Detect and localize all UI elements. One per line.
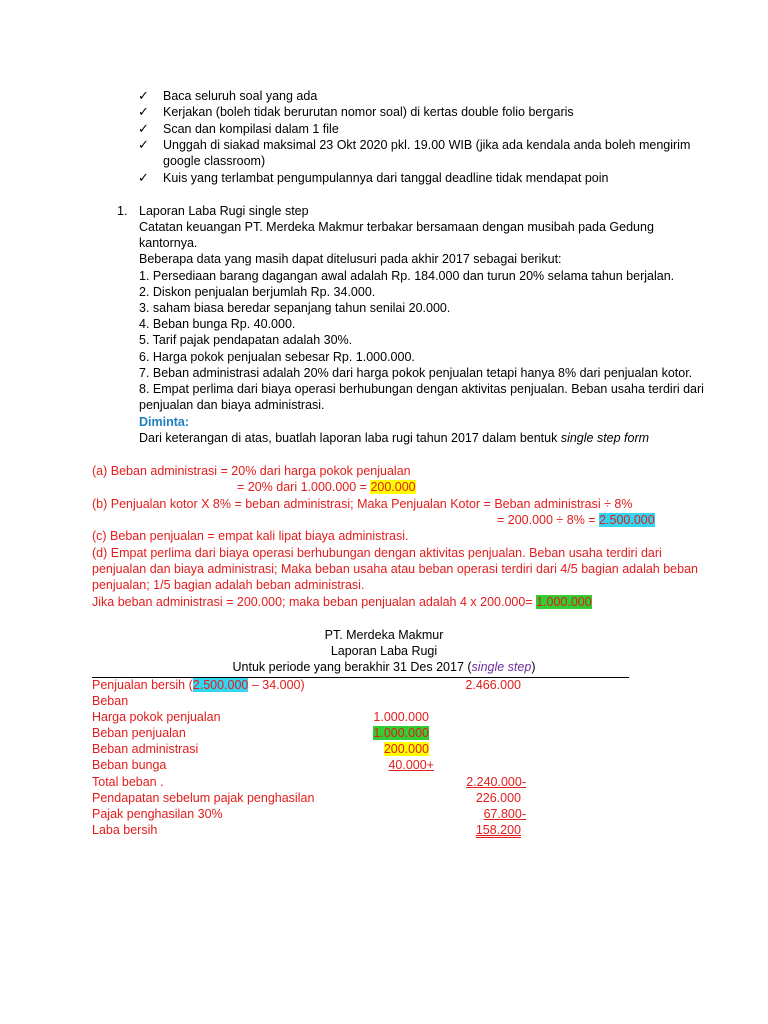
data-item: 5. Tarif pajak pendapatan adalah 30%. — [139, 333, 353, 347]
pretax-income-label: Pendapatan sebelum pajak penghasilan — [92, 791, 315, 805]
total-expense-value: 2.240.000- — [466, 775, 526, 789]
checkmark-icon: ✓ — [138, 104, 149, 119]
net-income-label: Laba bersih — [92, 823, 158, 837]
admin-expense-amount: 200.000 — [383, 742, 429, 756]
interest-expense-label: Beban bunga — [92, 758, 167, 772]
pretax-income-value: 226.000 — [475, 791, 521, 805]
checkmark-icon: ✓ — [138, 137, 149, 152]
income-tax-label: Pajak penghasilan 30% — [92, 807, 223, 821]
selling-expense-label: Beban penjualan — [92, 726, 186, 740]
sales-value: 2.466.000 — [465, 678, 521, 692]
selling-expense-amount: 1.000.000 — [373, 726, 429, 740]
diminta-text-italic: single step form — [560, 431, 650, 445]
instruction-item: Scan dan kompilasi dalam 1 file — [163, 122, 339, 136]
answer-a-line1: (a) Beban administrasi = 20% dari harga pokok penjualan — [92, 464, 411, 478]
admin-expense-value — [340, 741, 429, 757]
answer-c-line1: (c) Beban penjualan = empat kali lipat biaya administrasi. — [92, 529, 409, 543]
total-expense-label: Total beban . — [92, 775, 164, 789]
answer-d-line4 — [92, 594, 592, 610]
instruction-item: Kerjakan (boleh tidak berurutan nomor soal) di kertas double folio bergaris — [163, 105, 574, 119]
data-item: 4. Beban bunga Rp. 40.000. — [139, 317, 296, 331]
instruction-item: Unggah di siakad maksimal 23 Okt 2020 pkl. 19.00 WIB (jika ada kendala anda boleh mengirim — [163, 138, 691, 152]
checkmark-icon: ✓ — [138, 121, 149, 136]
answer-b-result: 2.500.000 — [599, 513, 655, 527]
question-title: Laporan Laba Rugi single step — [139, 204, 309, 218]
instruction-item: Baca seluruh soal yang ada — [163, 89, 318, 103]
data-item: 7. Beban administrasi adalah 20% dari harga pokok penjualan tetapi hanya 8% dari penjualan kotor. — [139, 366, 693, 380]
data-item: penjualan dan biaya administrasi. — [139, 398, 325, 412]
answer-b-line2 — [497, 512, 655, 528]
answer-a-formula: = 20% dari 1.000.000 = — [237, 480, 371, 494]
answer-a-line2 — [237, 479, 416, 495]
diminta-text-main: Dari keterangan di atas, buatlah laporan laba rugi tahun 2017 dalam bentuk — [139, 431, 561, 445]
question-number: 1. — [117, 204, 128, 218]
expense-heading: Beban — [92, 694, 129, 708]
answer-a-result: 200.000 — [370, 480, 416, 494]
question-intro: kantornya. — [139, 236, 198, 250]
sales-label-text: Penjualan bersih ( — [92, 678, 193, 692]
instruction-item: Kuis yang terlambat pengumpulannya dari tanggal deadline tidak mendapat poin — [163, 171, 609, 185]
hpp-label: Harga pokok penjualan — [92, 710, 221, 724]
question-intro: Catatan keuangan PT. Merdeka Makmur terbakar bersamaan dengan musibah pada Gedung — [139, 220, 654, 234]
checkmark-icon: ✓ — [138, 170, 149, 185]
sales-discount: – 34.000) — [248, 678, 305, 692]
data-item: 2. Diskon penjualan berjumlah Rp. 34.000. — [139, 285, 376, 299]
data-item: 1. Persediaan barang dagangan awal adalah Rp. 184.000 dan turun 20% selama tahun berjalan. — [139, 269, 675, 283]
statement-period-italic: single step — [471, 660, 532, 674]
answer-b-formula: = 200.000 ÷ 8% = — [497, 513, 600, 527]
answer-d-line2: penjualan dan biaya administrasi; Maka beban usaha atau beban operasi terdiri dari 4/5 bagian adalah beban — [92, 562, 698, 576]
statement-period — [0, 659, 768, 675]
statement-period-text: Untuk periode yang berakhir 31 Des 2017 ( — [232, 660, 472, 674]
data-item: 6. Harga pokok penjualan sebesar Rp. 1.000.000. — [139, 350, 415, 364]
sales-label — [92, 677, 305, 693]
answer-b-line1: (b) Penjualan kotor X 8% = beban administrasi; Maka Penjualan Kotor = Beban administrasi ÷ 8% — [92, 497, 633, 511]
answer-d-line1: (d) Empat perlima dari biaya operasi berhubungan dengan aktivitas penjualan. Beban usaha terdiri dari — [92, 546, 662, 560]
hpp-value: 1.000.000 — [373, 710, 429, 724]
selling-expense-value — [340, 725, 429, 741]
diminta-text — [139, 430, 649, 446]
statement-title: Laporan Laba Rugi — [330, 644, 438, 658]
data-item: 3. saham biasa beredar sepanjang tahun senilai 20.000. — [139, 301, 451, 315]
answer-d-line3: penjualan; 1/5 bagian adalah beban administrasi. — [92, 578, 365, 592]
admin-expense-label: Beban administrasi — [92, 742, 199, 756]
checkmark-icon: ✓ — [138, 88, 149, 103]
answer-d-formula: Jika beban administrasi = 200.000; maka beban penjualan adalah 4 x 200.000= — [92, 595, 537, 609]
answer-d-result: 1.000.000 — [536, 595, 592, 609]
question-intro: Beberapa data yang masih dapat ditelusuri pada akhir 2017 sebagai berikut: — [139, 252, 562, 266]
net-income-value: 158.200 — [475, 823, 521, 837]
income-tax-value: 67.800- — [483, 807, 526, 821]
statement-period-close: ) — [531, 660, 536, 674]
statement-company: PT. Merdeka Makmur — [324, 628, 444, 642]
sales-gross-value: 2.500.000 — [192, 678, 249, 692]
data-item: 8. Empat perlima dari biaya operasi berhubungan dengan aktivitas penjualan. Beban usaha terdiri dari — [139, 382, 704, 396]
interest-expense-value: 40.000+ — [388, 758, 434, 772]
diminta-label: Diminta: — [139, 415, 189, 429]
instruction-item-continued: google classroom) — [163, 154, 266, 168]
